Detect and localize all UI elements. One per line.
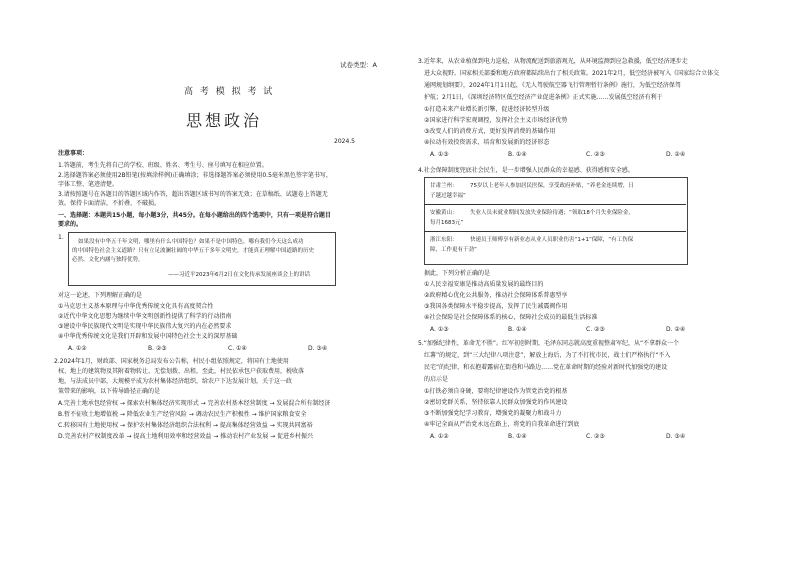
table-divider — [424, 204, 686, 205]
table-divider — [424, 231, 686, 232]
table-cell: 快递员王师傅享有新业态从业人员职业伤害“1+1”保障，“有工伤保 — [470, 237, 634, 243]
notice-title: 注意事项： — [58, 150, 89, 157]
answer-option: D. ②④ — [666, 151, 686, 158]
question-5-line: 5.“加强纪律性，革命无不胜”。红军初创时期，毛泽东同志就高度重视整肃军纪，从“不拿群众一个 — [418, 340, 680, 347]
question-5-line: 民宅”的纪律，和衣抱着露宿在街巷和马路边……党在革命时期的经验对新时代加强党的建设 — [424, 364, 668, 371]
answer-option: C. ②③ — [586, 326, 605, 333]
table-cell: 子越过越幸福” — [430, 193, 466, 199]
answer-option: C. ②③ — [586, 151, 605, 158]
statement-item: ②密切党群关系，坚持依靠人民群众加强党的作风建设 — [424, 399, 568, 406]
question-3-line: 进大众视野。国家相关部委和地方政府都陆续出台了相关政策。2021年2月，低空经济被写入《国家综合立体交 — [424, 70, 720, 77]
answer-option: C.转移国有土地使用权 → 保护农村集体经济组织合法权利 → 提高集体经营效益 → 实现共同富裕 — [58, 422, 313, 429]
table-region: 安徽黄山： — [430, 210, 458, 216]
statement-item: ②国家进行科学宏观调控，发挥社会主义市场经济优势 — [424, 117, 568, 124]
question-stem: 据此，下列分析正确的是 — [424, 270, 491, 277]
section-title-cont: 要求的。 — [58, 221, 83, 228]
question-2-line: 地，与法成员中部，大规模平成为农村集体经济组织，给农户下达发展计划，关于这一政 — [58, 378, 293, 385]
quote-source: ——习近平2023年6月2日在文化传承发展座谈会上的讲话 — [168, 272, 310, 278]
statement-item: ④社会保险是社会保障体系的核心，保障社会成员的最低生活标准 — [424, 314, 598, 321]
answer-option: B. ①④ — [508, 433, 527, 440]
table-cell: 障，工作更有干劲” — [430, 247, 477, 253]
question-3-line: 3.近年来，从农业植保到电力巡检，从物流配送到旅游观光，从环境监测到应急救援，低空经济逐步走 — [418, 58, 688, 65]
question-4-title: 4.社会保障制度兜底社会民生，是一步增强人民群众的幸福感、获得感和安全感。 — [418, 167, 634, 174]
question-stem: 对这一论述，下列理解正确的是 — [58, 292, 143, 299]
statement-item: ①打造未来产业增长新引擎，促进经济转型升级 — [424, 106, 550, 113]
question-5-line: 红薯”的规定，到“三大纪律八项注意”，解放上海后，为了不打扰市民，战士们严格执行“不入 — [424, 352, 671, 359]
table-cell: 失业人员未就业期间发放失业保险待遇；“领取18个月失业保险金， — [470, 210, 634, 216]
answer-option: D.完善农村产权制度改革 → 提高土地利用效率和经营效益 → 推动农村产业发展 → 促进乡村振兴 — [58, 433, 314, 440]
question-3-line: 护航；2月1日，《深圳经济特区低空经济产业促进条例》正式实施……发展低空经济有利于 — [424, 94, 663, 101]
statement-item: ①人民幸福安康是推动高质量发展的最终目的 — [424, 281, 544, 288]
statement-item: ①打铁必须自身硬，要将纪律建设作为管党治党的根基 — [424, 388, 568, 395]
statement-item: ②近代中华文化思想为继续中华文明创新性提供了科学的行动指南 — [58, 313, 232, 320]
quote-line: 的中国特色社会主义道路？只有立足波澜壮阔的中华五千多年文明史，才能真正理解中国道路的历史 — [72, 248, 315, 254]
answer-option: B. ①④ — [508, 151, 527, 158]
answer-option: A. ①② — [68, 345, 87, 352]
section-title: 一、选择题：本题共15小题，每小题3分，共45分。在每小题给出的四个选项中，只有一项是符合题目 — [58, 212, 331, 219]
answer-option: C. ①④ — [228, 345, 247, 352]
answer-option: B. ①④ — [508, 326, 527, 333]
table-cell: 75岁以上老年人参加居民医保，享受政府补贴，“养老金连续增，日 — [470, 183, 634, 189]
exam-name: 高 考 模 拟 考 试 — [184, 87, 275, 97]
statement-item: ④中华优秀传统文化是我们开辟和发展中国特色社会主义的深厚基础 — [58, 333, 238, 340]
notice-item: 3.请按照题号在各题目的答题区域内作答，超出答题区域书写的答案无效；在草稿纸、试题卷上答题无 — [58, 191, 328, 198]
question-5-line: 的启示是 — [424, 376, 449, 383]
answer-option: B.暂不征收土地增值税 → 降低农业生产经营风险 → 调动农民生产积极性 → 维护国家粮食安全 — [58, 411, 307, 418]
statement-item: ④牢记全面从严治党永远在路上，将党的自我革命进行到底 — [424, 421, 580, 428]
notice-item: 字体工整、笔迹清楚。 — [58, 181, 119, 188]
answer-option: A.完善土地承包经营权 → 探索农村集体经济实现形式 → 完善农村基本经营制度 → 发展混合所有制经济 — [58, 400, 331, 407]
exam-date: 2024.5 — [334, 138, 355, 145]
answer-option: A. ①② — [430, 433, 449, 440]
statement-item: ②政府精心优化公共服务，推动社会保障体系普惠型享 — [424, 292, 568, 299]
notice-item: 效。保持卡面清洁，不折叠、不破损。 — [58, 200, 161, 207]
statement-item: ③建设中华民族现代文明是实现中华民族伟大复兴的内在必然要求 — [58, 323, 232, 330]
table-region: 甘肃兰州： — [430, 183, 458, 189]
table-cell: 每月1683元” — [430, 220, 464, 226]
answer-option: D. ③④ — [308, 345, 328, 352]
question-2-line: 策带来的影响，以下传导路径正确的是 — [58, 388, 161, 395]
notice-item: 2.选择题答案必须使用2B铅笔(按填涂样例)正确填涂；非选择题答案必须使用0.5毫米黑色签字笔书写， — [58, 172, 332, 179]
answer-option: A. ①③ — [430, 151, 449, 158]
question-2-line: 2.2024年1月，财政部、国家税务总局发布公告称，村民小组依照规定，将国有土地使用 — [54, 358, 289, 365]
statement-item: ④拉动有效投资需求，培育和发展新的经济形态 — [424, 139, 550, 146]
statement-item: ③不断加强党纪学习教育，增强党的凝聚力和战斗力 — [424, 410, 562, 417]
statement-item: ③改变人们的消费方式，更好发挥消费的基础作用 — [424, 128, 556, 135]
subject-title: 思想政治 — [186, 111, 263, 130]
question-number-1: 1. — [58, 234, 64, 241]
table-region: 浙江东阳： — [430, 237, 458, 243]
answer-option: D. ③④ — [666, 433, 686, 440]
answer-option: B. ②③ — [148, 345, 167, 352]
statement-item: ③我国各类保障水平稳步提高，发挥了民生减震阀作用 — [424, 303, 568, 310]
question-2-line: 权、地上的建筑物及其附着物转让、无偿划拨、出租，至此，村民依承包户获取费用，税收落 — [58, 368, 305, 375]
answer-option: D. ②④ — [666, 326, 686, 333]
statement-item: ①马克思主义基本原理与中华优秀传统文化具有高度契合性 — [58, 303, 214, 310]
answer-option: A. ①③ — [430, 326, 449, 333]
quote-line: 必然、文化内涵与独特优势。 — [72, 257, 144, 263]
question-3-line: 通网规划纲要》，2024年1月1日起，《无人驾驶航空器飞行管理暂行条例》施行，为低空经济保驾 — [424, 82, 681, 89]
quote-line: 如果没有中华五千年文明，哪里有什么中国特色？如果不是中国特色，哪有我们今天这么成功 — [78, 239, 304, 245]
answer-option: C. ②③ — [586, 433, 605, 440]
notice-item: 1.答题前，考生先将自己的学校、班级、姓名、考生号、座号填写在相应位置。 — [58, 162, 268, 169]
paper-type: 试卷类型：A — [340, 61, 377, 69]
